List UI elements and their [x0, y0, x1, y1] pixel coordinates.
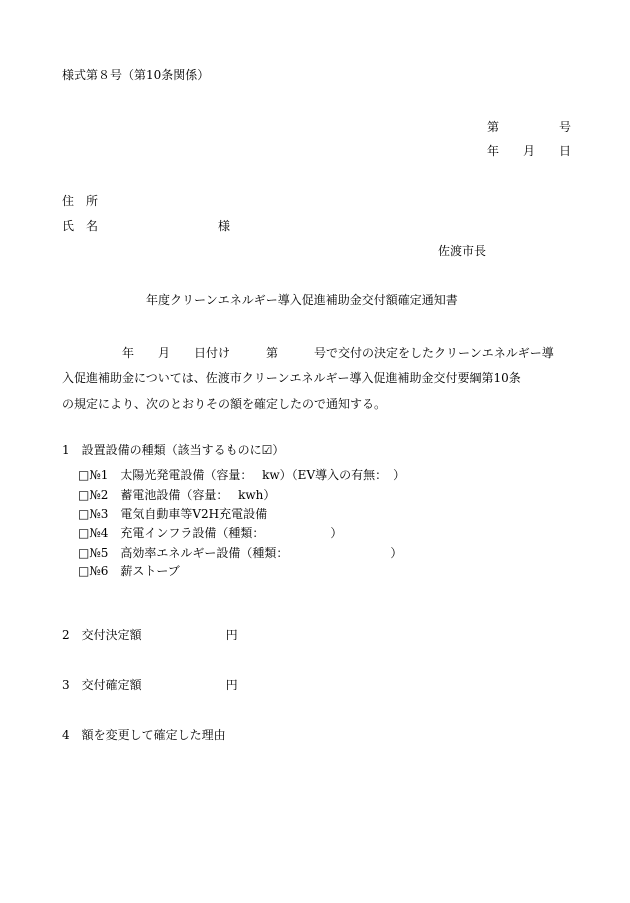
equipment-option-3: □№3 電気自動車等V2H充電設備 — [78, 507, 268, 521]
equipment-option-4: □№4 充電インフラ設備（種類： ） — [78, 526, 343, 540]
section-3-confirmed-amount: 3 交付確定額 円 — [62, 678, 238, 692]
document-title: 年度クリーンエネルギー導入促進補助金交付額確定通知書 — [146, 293, 458, 307]
equipment-option-6: □№6 薪ストーブ — [78, 564, 180, 578]
body-text-line-2: 入促進補助金については、佐渡市クリーンエネルギー導入促進補助金交付要綱第10条 — [62, 371, 521, 385]
issuer-mayor: 佐渡市長 — [438, 244, 487, 258]
section-2-decided-amount: 2 交付決定額 円 — [62, 628, 238, 642]
equipment-option-2: □№2 蓄電池設備（容量： kwh） — [78, 488, 276, 502]
section-4-change-reason: 4 額を変更して確定した理由 — [62, 728, 226, 742]
section-1-heading: 1 設置設備の種類（該当するものに☑） — [62, 443, 285, 457]
document-date-line: 年 月 日 — [487, 144, 572, 158]
equipment-option-5: □№5 高効率エネルギー設備（種類： ） — [78, 546, 403, 560]
equipment-option-1: □№1 太陽光発電設備（容量： kw）（EV導入の有無： ） — [78, 468, 406, 482]
body-text-line-1: 年 月 日付け 第 号で交付の決定をしたクリーンエネルギー導 — [62, 346, 554, 360]
recipient-address-label: 住 所 — [62, 194, 99, 208]
body-text-line-3: の規定により、次のとおりその額を確定したので通知する。 — [62, 397, 387, 411]
recipient-name-line: 氏 名 様 — [62, 219, 231, 233]
document-number-line: 第 号 — [487, 120, 572, 134]
form-number: 様式第８号（第10条関係） — [62, 68, 210, 82]
